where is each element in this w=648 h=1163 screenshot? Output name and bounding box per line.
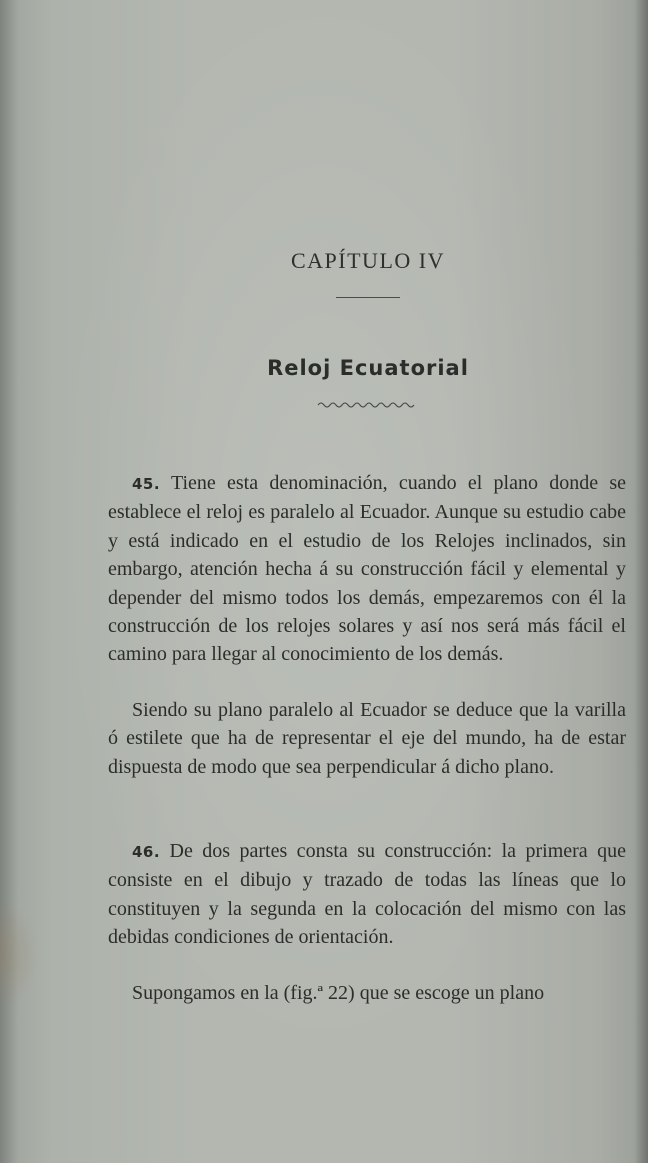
- section-45-text-1: Tiene esta denominación, cuando el plano donde se establece el reloj es paralelo al Ecuador. Aunque su estudio cabe y está indicado en el estudio de los Relojes inclinados, sin embargo, atención hecha á su construcción fácil y elemental y depender del mismo todos los demás, empezaremos con él la construcción de los relojes solares y así nos será más fácil el camino para llegar al conocimiento de los demás.: [108, 472, 626, 666]
- section-45-paragraph-2: Siendo su plano paralelo al Ecuador se deduce que la varilla ó estilete que ha de representar el eje del mundo, ha de estar dispuesta de modo que sea perpendicular á dicho plano.: [108, 699, 626, 778]
- chapter-title: Reloj Ecuatorial: [267, 356, 469, 380]
- section-46-paragraph-2: Supongamos en la (fig.ª 22) que se escoge un plano: [132, 982, 545, 1004]
- chapter-heading: CAPÍTULO IV: [291, 248, 445, 273]
- paper-stain: [0, 900, 40, 1010]
- wavy-ornament: [316, 398, 416, 412]
- section-46-paragraph-1: [108, 837, 626, 952]
- section-number-46: 46.: [132, 843, 161, 861]
- section-45-paragraph-1: [108, 469, 626, 669]
- section-46-text-1: De dos partes consta su construcción: la primera que consiste en el dibujo y trazado de todas las líneas que lo constituyen y la segunda en la colocación del mismo con las debidas condiciones de orientación.: [108, 840, 626, 949]
- page-edge-shadow: [634, 0, 648, 1163]
- heading-rule: [336, 297, 400, 298]
- section-number-45: 45.: [132, 475, 161, 493]
